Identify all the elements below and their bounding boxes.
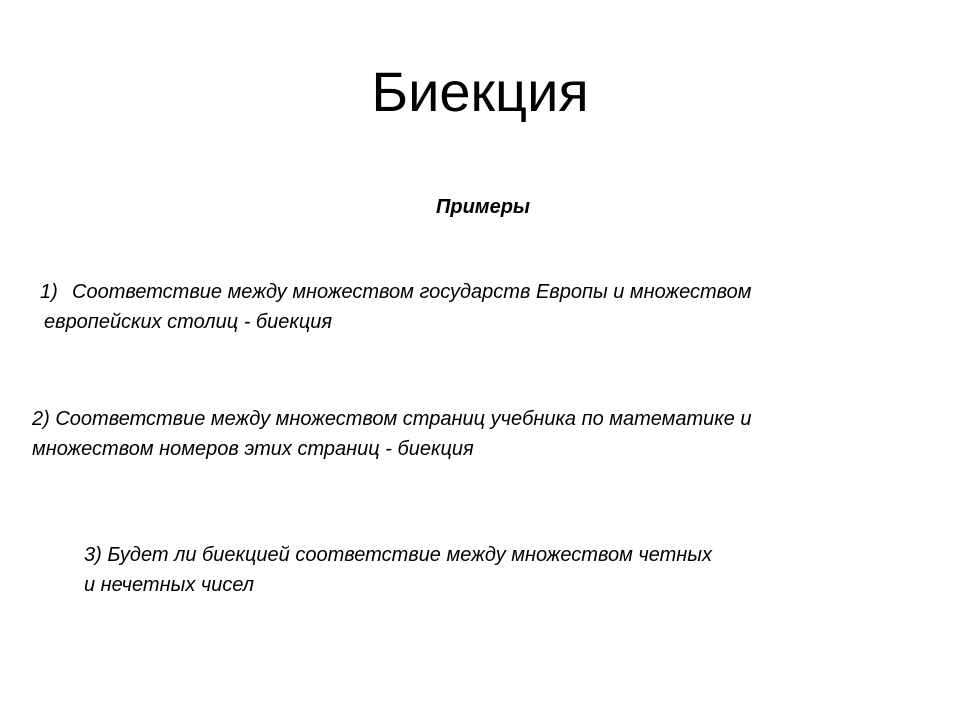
slide-title: Биекция <box>371 60 589 123</box>
example-item-2-line-1: 2) Соответствие между множеством страниц учебника по математике и <box>32 408 752 430</box>
example-item-2-line-2: множеством номеров этих страниц - биекция <box>32 438 474 460</box>
example-item-1-number: 1) <box>40 281 58 303</box>
example-item-3-line-2: и нечетных чисел <box>84 574 255 596</box>
example-item-2 <box>32 404 932 464</box>
example-item-3 <box>84 540 864 600</box>
example-item-1-line-1 <box>40 277 920 307</box>
slide-subtitle: Примеры <box>435 196 531 218</box>
example-item-1-line-2: европейских столиц - биекция <box>44 311 333 333</box>
example-item-1 <box>40 277 920 337</box>
example-item-3-line-1: 3) Будет ли биекцией соответствие между множеством четных <box>84 544 712 566</box>
example-item-1-text: Соответствие между множеством государств Европы и множеством <box>72 281 752 303</box>
